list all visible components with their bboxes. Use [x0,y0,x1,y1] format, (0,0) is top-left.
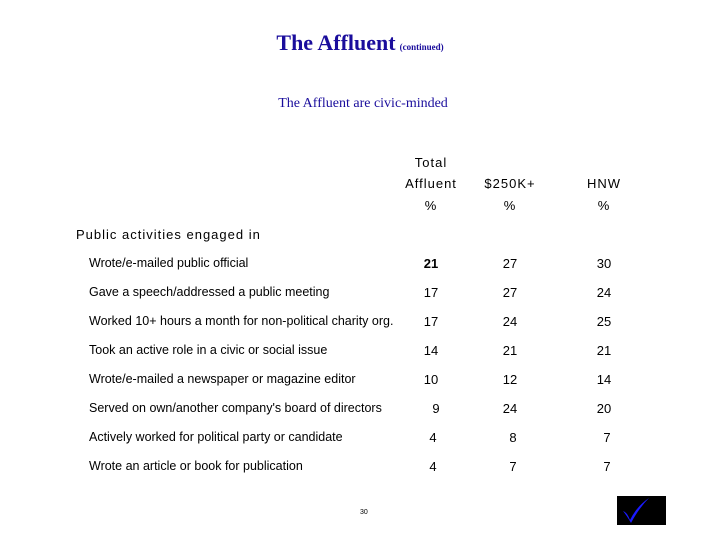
cell-250k: 24 [502,401,518,416]
cell-250k: 8 [509,430,517,445]
row-label: Wrote/e-mailed public official [89,256,249,270]
page-title [0,30,720,56]
cell-hnw: 20 [596,401,612,416]
cell-total: 10 [423,372,439,387]
cell-hnw: 14 [596,372,612,387]
page-subtitle: The Affluent are civic-minded [278,96,448,111]
cell-hnw: 25 [596,314,612,329]
row-label: Served on own/another company's board of directors [89,401,382,415]
cell-hnw: 7 [603,459,611,474]
row-label: Gave a speech/addressed a public meeting [89,285,330,299]
check-button[interactable] [617,496,666,525]
row-label: Worked 10+ hours a month for non-political charity org. [89,314,394,328]
cell-hnw: 21 [596,343,612,358]
cell-total: 4 [429,430,437,445]
cell-250k: 27 [502,256,518,271]
col-250k-label: $250K+ [484,176,536,191]
row-label: Wrote/e-mailed a newspaper or magazine editor [89,372,356,386]
cell-total: 4 [429,459,437,474]
cell-250k: 7 [509,459,517,474]
checkmark-icon [617,496,666,525]
cell-total: 14 [423,343,439,358]
cell-total: 17 [423,285,439,300]
cell-250k: 21 [502,343,518,358]
title-sub: (continued) [399,42,444,52]
cell-hnw: 7 [603,430,611,445]
row-label: Wrote an article or book for publication [89,459,303,473]
col-total-line1: Total [414,155,448,170]
title-main: The Affluent [276,30,396,55]
cell-250k: 24 [502,314,518,329]
col-total-unit: % [424,198,438,213]
cell-250k: 12 [502,372,518,387]
col-hnw-unit: % [597,198,611,213]
col-hnw-label: HNW [586,176,622,191]
col-250k-unit: % [503,198,517,213]
col-total-line2: Affluent [405,176,457,191]
cell-250k: 27 [502,285,518,300]
cell-hnw: 24 [596,285,612,300]
row-label: Took an active role in a civic or social issue [89,343,328,357]
section-label: Public activities engaged in [76,227,261,242]
cell-total: 9 [432,401,440,416]
cell-total: 17 [423,314,439,329]
row-label: Actively worked for political party or candidate [89,430,343,444]
page-number: 30 [360,509,368,516]
cell-hnw: 30 [596,256,612,271]
cell-total: 21 [423,256,439,271]
